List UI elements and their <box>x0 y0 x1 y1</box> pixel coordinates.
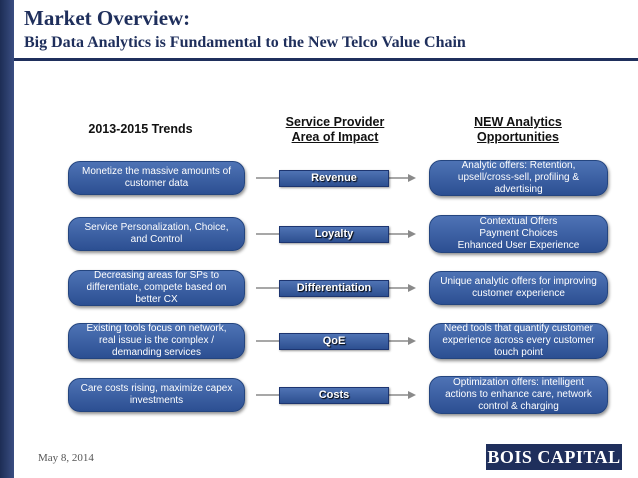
bois-capital-logo: BOIS CAPITAL <box>486 444 622 470</box>
impact-box-costs: Costs <box>279 387 389 404</box>
opportunity-pill-optimization: Optimization offers: intelligent actions to enhance care, network control & charging <box>429 376 608 414</box>
impact-box-revenue: Revenue <box>279 170 389 187</box>
opportunities-header <box>432 115 604 145</box>
title-block <box>24 6 466 54</box>
trends-header: 2013-2015 Trends <box>88 122 193 136</box>
impact-box-differentiation: Differentiation <box>279 280 389 297</box>
opportunity-line: Payment Choices <box>479 228 558 239</box>
trend-pill-personalization: Service Personalization, Choice, and Control <box>68 217 245 251</box>
trend-pill-existing-tools: Existing tools focus on network, real issue is the complex / demanding services <box>68 323 245 359</box>
opportunity-line: Enhanced User Experience <box>457 240 580 251</box>
title-divider <box>14 58 638 61</box>
slide-title: Market Overview: <box>24 6 191 30</box>
trend-pill-differentiate: Decreasing areas for SPs to differentiate, compete based on better CX <box>68 270 245 306</box>
impact-box-qoe: QoE <box>279 333 389 350</box>
opportunity-pill-contextual-offers <box>429 215 608 253</box>
opportunity-pill-need-tools: Need tools that quantify customer experience across every customer touch point <box>429 323 608 359</box>
impact-header-line1: Service Provider <box>285 115 385 129</box>
trend-pill-monetize: Monetize the massive amounts of customer data <box>68 161 245 195</box>
opportunities-header-line2: Opportunities <box>477 130 559 144</box>
left-accent-bar <box>0 0 14 478</box>
slide-subtitle: Big Data Analytics is Fundamental to the New Telco Value Chain <box>24 34 466 51</box>
impact-header <box>260 115 410 145</box>
opportunity-pill-unique-offers: Unique analytic offers for improving customer experience <box>429 271 608 305</box>
footer-date: May 8, 2014 <box>38 452 94 464</box>
opportunity-pill-analytic-offers: Analytic offers: Retention, upsell/cross-sell, profiling & advertising <box>429 160 608 196</box>
impact-box-loyalty: Loyalty <box>279 226 389 243</box>
impact-header-line2: Area of Impact <box>291 130 379 144</box>
opportunities-header-line1: NEW Analytics <box>474 115 562 129</box>
opportunity-line: Contextual Offers <box>479 216 558 227</box>
trend-pill-care-costs: Care costs rising, maximize capex investments <box>68 378 245 412</box>
